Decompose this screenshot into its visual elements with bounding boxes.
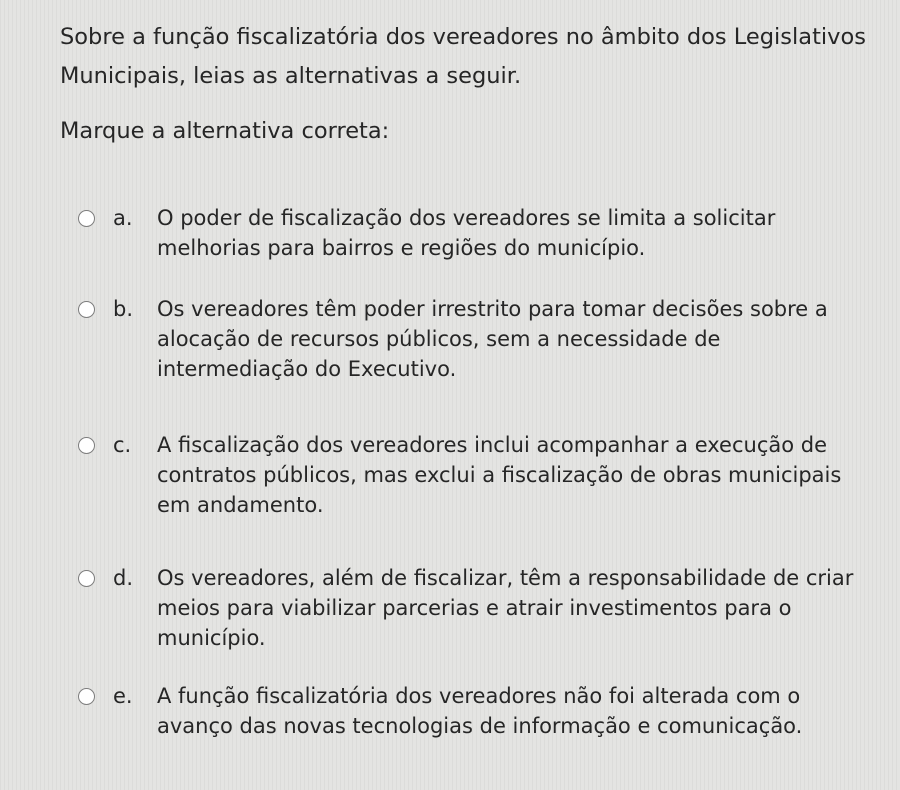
option-letter: b. [113,297,134,321]
option-text: Os vereadores têm poder irrestrito para tomar decisões sobre a alocação de recursos públicos, sem a necessidade de intermediação do Executivo. [157,297,828,381]
radio-button-d[interactable] [78,570,95,587]
question-instruction: Marque a alternativa correta: [60,118,390,144]
option-letter: a. [113,206,133,230]
radio-button-b[interactable] [78,301,95,318]
option-text: O poder de fiscalização dos vereadores se limita a solicitar melhorias para bairros e regiões do município. [157,206,776,260]
option-text: Os vereadores, além de fiscalizar, têm a responsabilidade de criar meios para viabilizar parcerias e atrair investimentos para o município. [157,566,854,650]
radio-button-e[interactable] [78,688,95,705]
option-text: A fiscalização dos vereadores inclui acompanhar a execução de contratos públicos, mas exclui a fiscalização de obras municipais em andamento. [157,433,842,517]
radio-button-c[interactable] [78,437,95,454]
radio-button-a[interactable] [78,210,95,227]
option-letter: e. [113,684,133,708]
option-letter: d. [113,566,134,590]
option-letter: c. [113,433,132,457]
question-text: Sobre a função fiscalizatória dos vereadores no âmbito dos Legislativos Municipais, leias as alternativas a seguir. [60,24,866,89]
option-text: A função fiscalizatória dos vereadores não foi alterada com o avanço das novas tecnologias de informação e comunicação. [157,684,803,738]
